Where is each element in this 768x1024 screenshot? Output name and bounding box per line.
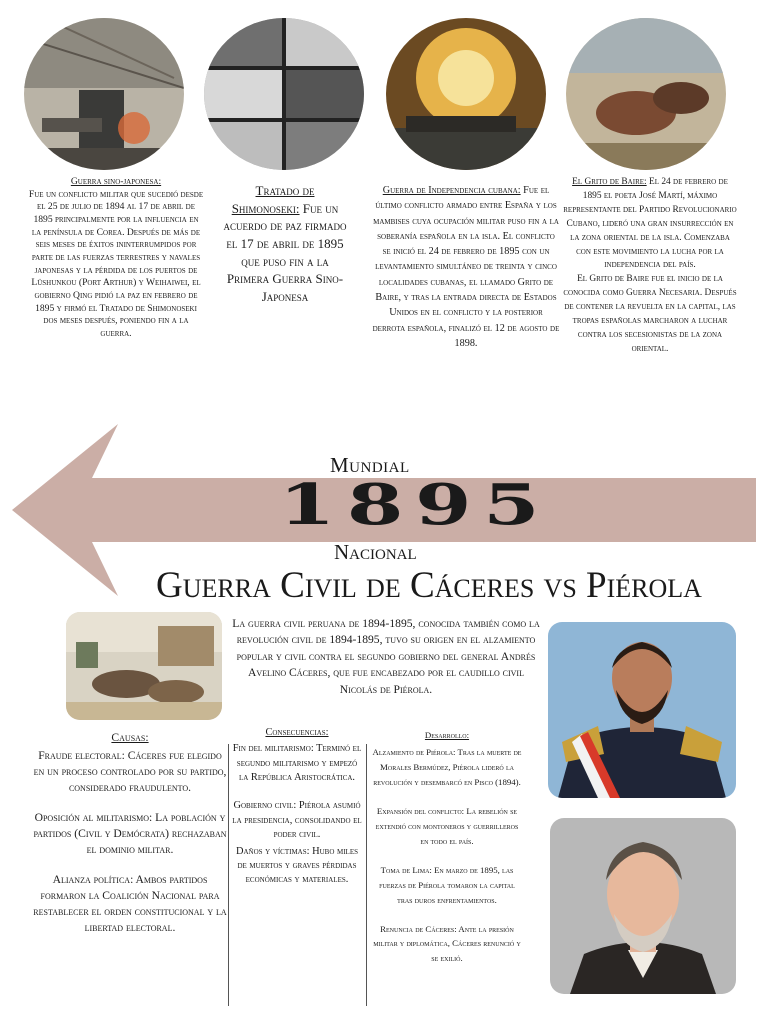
event-grito-de-baire [562, 176, 738, 357]
development-item: Renuncia de Cáceres: Ante la presión militar y diplomática, Cáceres renunció y se exilió. [373, 923, 521, 964]
development-item: Expansión del conflicto: La rebelión se extendió con montoneros y guerrilleros en todo el país. [375, 805, 519, 846]
development-item: Alzamiento de Piérola: Tras la muerte de Morales Bermúdez, Piérola lideró la revolución y desembarcó en Pisco (1894). [372, 746, 522, 787]
event-title: Tratado de Shimonoseki: [231, 183, 315, 216]
consequence-item: Fin del militarismo: Terminó el segundo militarismo y empezó la República Aristocrática. [232, 743, 362, 784]
consequence-item: Daños y víctimas: Hubo miles de muertos y graves pérdidas económicas y materiales. [235, 845, 358, 886]
development-title: Desarrollo: [424, 730, 470, 740]
cause-item: Alianza política: Ambos partidos formaron la Coalición Nacional para restablecer el orden constitucional y la libertad electoral. [33, 872, 227, 934]
causes-column [32, 730, 228, 950]
cause-item: Oposición al militarismo: La población y partidos (Civil y Demócrata) rechazaban el dominio militar. [33, 810, 227, 856]
event-body: Fue un acuerdo de paz firmado el 17 de abril de 1895 que puso fin a la Primera Guerra Sino-Japonesa [223, 200, 347, 305]
event-body: Fue el último conflicto armado entre España y los mambises cuya ocupación militar puso fin a la soberanía española en la isla. El conflicto se inició el 24 de febrero de 1895 con un levantamiento simultáneo de treinta y cinco localidades cubanas, el llamado Grito de Baire, y tras la entrada directa de Estados Unidos en el conflicto y la posterior derrota española, finalizó el 12 de agosto de 1898. [372, 185, 560, 349]
shimonoseki-collage-image [204, 18, 364, 170]
event-body-continued: El Grito de Baire fue el inicio de la conocida como Guerra Necesaria. Después de contener la revuelta en la capital, las tropas españolas marcharon a luchar contra los secesionistas de la zona oriental. [563, 274, 737, 354]
event-shimonoseki-treaty [222, 182, 348, 306]
development-column [372, 728, 522, 980]
section-title: Guerra Civil de Cáceres vs Piérola [156, 565, 702, 606]
civil-war-battle-image [66, 612, 222, 720]
event-cuban-independence-war [372, 183, 560, 351]
sino-japanese-war-image [24, 18, 184, 170]
caceres-portrait [548, 622, 736, 798]
causes-title: Causas: [111, 731, 149, 744]
event-sino-japanese-war [28, 176, 204, 341]
event-title: Guerra sino-japonesa: [70, 176, 162, 187]
column-divider [228, 744, 229, 1006]
cause-item: Fraude electoral: Cáceres fue elegido en un proceso controlado por su partido, considerado fraudulento. [33, 748, 227, 794]
intro-paragraph: La guerra civil peruana de 1894-1895, conocida también como la revolución civil de 1894-1895, tuvo su origen en el alzamiento popular y civil contra el segundo gobierno del general Andrés Avelino Cáceres, que fue encabezado por el caudillo civil Nicolás de Piérola. [232, 617, 540, 696]
cuban-war-image [386, 18, 546, 170]
consequence-item: Gobierno civil: Piérola asumió la presidencia, consolidando el poder civil. [232, 800, 362, 841]
consequences-column [232, 726, 362, 902]
column-divider [366, 744, 367, 1006]
consequences-title: Consecuencias: [265, 727, 329, 738]
event-title: Guerra de Independencia cubana: [382, 185, 521, 196]
world-label: Mundial [330, 453, 410, 477]
development-item: Toma de Lima: En marzo de 1895, las fuerzas de Piérola tomaron la capital tras duros enfrentamientos. [379, 864, 515, 905]
year-label: 1895 [278, 472, 552, 538]
event-body: Fue un conflicto militar que sucedió desde el 25 de julio de 1894 al 17 de abril de 1895 principalmente por la influencia en la península de Corea. Después de más de seis meses de éxitos ininterrumpidos por parte de las fuerzas terrestres y navales japonesas y la pérdida de los puertos de Lüshunkou (Port Arthur) y Weihaiwei, el gobierno Qing pidió la paz en febrero de 1895 y firmó el Tratado de Shimonoseki dos meses después, poniendo fin a la guerra. [28, 188, 204, 339]
pierola-portrait [550, 818, 736, 994]
national-label: Nacional [334, 540, 417, 564]
grito-de-baire-image [566, 18, 726, 170]
event-title: El Grito de Baire: [572, 177, 647, 187]
event-body: El 24 de febrero de 1895 el poeta José Martí, máximo representante del Partido Revolucionario Cubano, lideró una gran insurrección en la zona oriental de la isla. Comenzaba con este movimiento la lucha por la independencia del país. [563, 177, 737, 271]
